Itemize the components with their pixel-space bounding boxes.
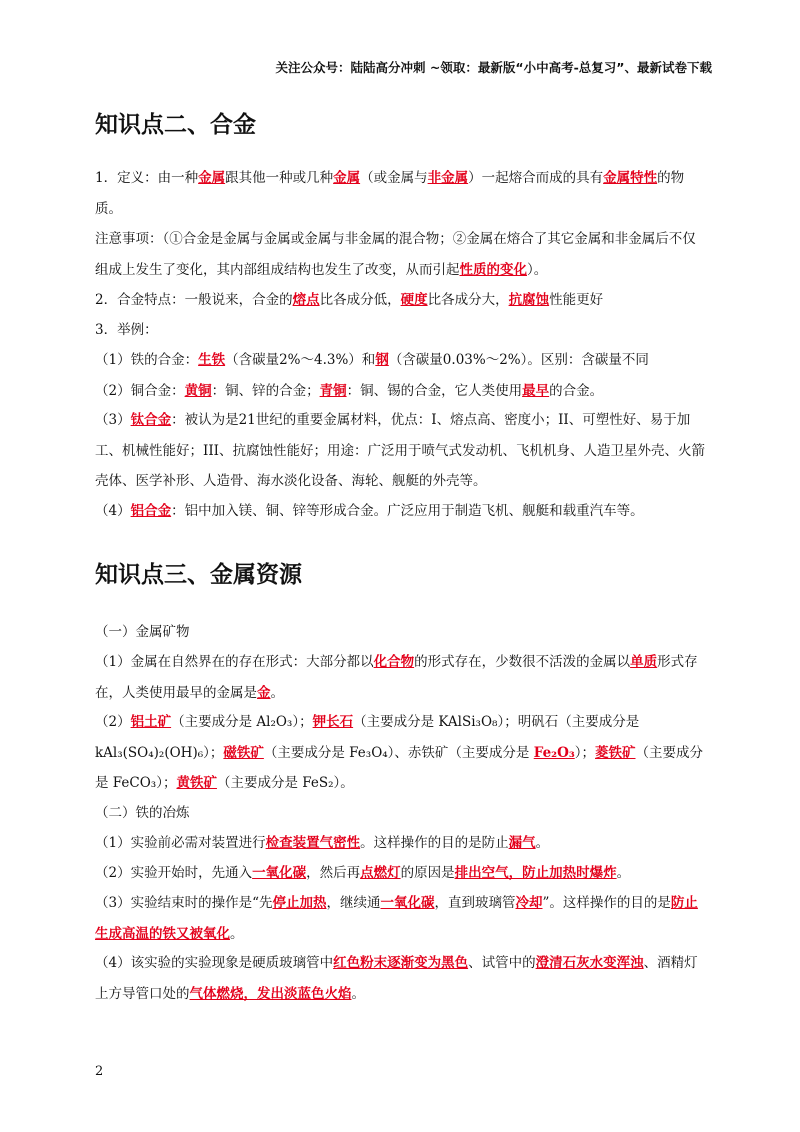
text-run: ：铜、锡的合金，它人类使用 [346, 383, 523, 399]
text-run: ，直到玻璃管 [434, 895, 516, 911]
answer-highlight: 钛合金 [130, 412, 172, 428]
answer-highlight: 防止生成高温的铁又被氧化 [95, 895, 698, 942]
answer-highlight: 漏气 [508, 835, 536, 851]
text-run: ：被认为是21世纪的重要金属材料，优点：I、熔点高、密度小；II、可塑性好、易于加工、机械性能好；III、抗腐蚀性能好；用途：广泛用于喷气式发动机、飞机机身、人造卫星外壳、火箭壳体、医学补形、人造骨、海水淡化设备、海轮、舰艇的外壳等。 [95, 412, 705, 489]
answer-highlight: 单质 [630, 654, 658, 670]
answer-highlight: 黄铜 [184, 383, 212, 399]
text-run: （3）实验结束时的操作是“先 [95, 895, 273, 911]
answer-highlight: 金属 [333, 170, 361, 186]
text-run: （4）该实验的实验现象是硬质玻璃管中 [95, 955, 334, 971]
text-run: （含碳量0.03%～2%）。区别：含碳量不同 [388, 352, 649, 368]
answer-highlight: 生铁 [198, 352, 226, 368]
text-run: 。这样操作的目的是防止 [360, 835, 509, 851]
text-run: 的原因是 [400, 865, 455, 881]
section-title-alloy: 知识点二、合金 [95, 112, 256, 138]
answer-highlight: 磁铁矿 [223, 744, 264, 761]
text-run: ）一起熔合而成的具有 [468, 170, 604, 186]
smelting-heading [95, 798, 707, 829]
text-run: ：铜、锌的合金； [211, 383, 320, 399]
text-run: （一）金属矿物 [95, 624, 190, 640]
text-run: ，继续通 [326, 895, 381, 911]
answer-highlight: 冷却 [515, 895, 543, 911]
answer-highlight: 熔点 [292, 292, 320, 308]
answer-highlight: 排出空气，防止加热时爆炸 [454, 865, 617, 881]
text-run: （4） [95, 503, 131, 519]
alloy-features [95, 285, 707, 316]
answer-highlight: 金属 [198, 170, 226, 186]
text-run: （主要成分是 Fe₃O₄）、赤铁矿（主要成分是 [263, 744, 534, 761]
iron-alloy [95, 345, 707, 376]
text-run: 。 [351, 985, 365, 1002]
answer-highlight: 金属特性 [603, 170, 658, 186]
text-run: 、试管中的 [468, 955, 536, 971]
answer-highlight: 菱铁矿 [595, 744, 636, 761]
answer-highlight: 青铜 [319, 383, 347, 399]
text-run: （主要成分是 FeS₂）。 [216, 775, 354, 791]
page-header: 关注公众号：陆陆高分冲刺 ~领取：最新版“小中高考-总复习”、最新试卷下载 [275, 60, 712, 75]
text-run: 。 [270, 684, 284, 701]
text-run: （1）铁的合金： [95, 352, 199, 368]
answer-highlight: 停止加热 [272, 895, 327, 911]
text-run: 的合金。 [549, 383, 604, 399]
ore-heading [95, 617, 707, 648]
text-run: （或金属与 [360, 170, 428, 186]
text-run: ）； [574, 744, 595, 761]
answer-highlight: 气体燃烧，发出淡蓝色火焰 [189, 985, 352, 1002]
answer-highlight: 钾长石 [312, 714, 354, 730]
text-run: （2） [95, 714, 131, 730]
text-run: 性能更好 [549, 292, 604, 308]
text-run: （主要成分是 FeCO₃）； [95, 744, 703, 791]
text-run: 3．举例： [95, 322, 158, 338]
text-run: 。 [230, 925, 244, 942]
examples-heading [95, 315, 707, 346]
text-run: （2）铜合金： [95, 383, 185, 399]
text-run: ：铝中加入镁、铜、锌等形成合金。广泛应用于制造飞机、舰艇和载重汽车等。 [171, 503, 644, 519]
metal-existence [95, 647, 707, 708]
text-run: （3） [95, 412, 131, 428]
text-run: ”。这样操作的目的是 [542, 895, 671, 911]
aluminum-alloy [95, 496, 707, 527]
text-run: （二）铁的冶炼 [95, 805, 190, 821]
text-run: （1）金属在自然界在的存在形式：大部分都以 [95, 654, 374, 670]
alloy-notes [95, 224, 707, 285]
answer-highlight: 化合物 [373, 654, 415, 670]
section-title-resources: 知识点三、金属资源 [95, 562, 302, 588]
text-run: 比各成分大， [427, 292, 509, 308]
answer-highlight: 检查装置气密性 [265, 835, 361, 851]
text-run: 1．定义：由一种 [95, 170, 199, 186]
text-run: 的形式存在，少数很不活泼的金属以 [414, 654, 631, 670]
text-run: 跟其他一种或几种 [225, 170, 334, 186]
smelting-step-4 [95, 948, 707, 1009]
text-run: （1）实验前必需对装置进行 [95, 835, 266, 851]
answer-highlight: 金 [257, 684, 271, 701]
answer-highlight: 抗腐蚀 [508, 292, 550, 308]
copper-alloy [95, 376, 707, 407]
answer-highlight: 一氧化碳 [380, 895, 435, 911]
answer-highlight: 铝合金 [130, 503, 172, 519]
smelting-step-1 [95, 828, 707, 859]
ore-list [95, 707, 707, 799]
answer-highlight: 非金属 [427, 170, 469, 186]
text-run: ，然后再 [306, 865, 361, 881]
answer-highlight: 一氧化碳 [252, 865, 307, 881]
text-run: （主要成分是 KAlSi₃O₈）；明矾石（主要成分是 kAl₃(SO₄)₂(OH)₆）； [95, 714, 640, 761]
page-number: 2 [95, 1064, 104, 1079]
text-run: 的物质。 [95, 170, 685, 217]
answer-highlight: 钢 [375, 352, 389, 368]
titanium-alloy [95, 405, 707, 497]
text-run: 。 [616, 865, 631, 881]
answer-highlight: Fe₂O₃ [533, 744, 575, 761]
text-run: 2．合金特点：一般说来，合金的 [95, 292, 293, 308]
answer-highlight: 点燃灯 [360, 865, 401, 881]
text-run: 。 [535, 835, 550, 851]
answer-highlight: 黄铁矿 [176, 775, 217, 791]
smelting-step-2 [95, 858, 707, 889]
text-run: （主要成分是 Al₂O₃）； [171, 714, 313, 730]
text-run: ）。 [527, 261, 548, 278]
answer-highlight: 性质的变化 [459, 261, 527, 278]
answer-highlight: 最早 [522, 383, 550, 399]
text-run: （含碳量2%～4.3%）和 [225, 352, 376, 368]
answer-highlight: 铝土矿 [130, 714, 172, 730]
answer-highlight: 澄清石灰水变浑浊 [535, 955, 644, 971]
text-run: 比各成分低， [319, 292, 401, 308]
text-run: （2）实验开始时，先通入 [95, 865, 253, 881]
text-run: 、酒精灯上方导管口处的 [95, 955, 698, 1002]
answer-highlight: 红色粉末逐渐变为黑色 [333, 955, 469, 971]
smelting-step-3 [95, 888, 707, 949]
answer-highlight: 硬度 [400, 292, 428, 308]
alloy-definition [95, 163, 707, 224]
text-run: 形式存在，人类使用最早的金属是 [95, 654, 698, 701]
text-run: 注意事项：（①合金是金属与金属或金属与非金属的混合物；②金属在熔合了其它金属和非金属后不仅组成上发生了变化，其内部组成结构也发生了改变，从而引起 [95, 231, 696, 278]
